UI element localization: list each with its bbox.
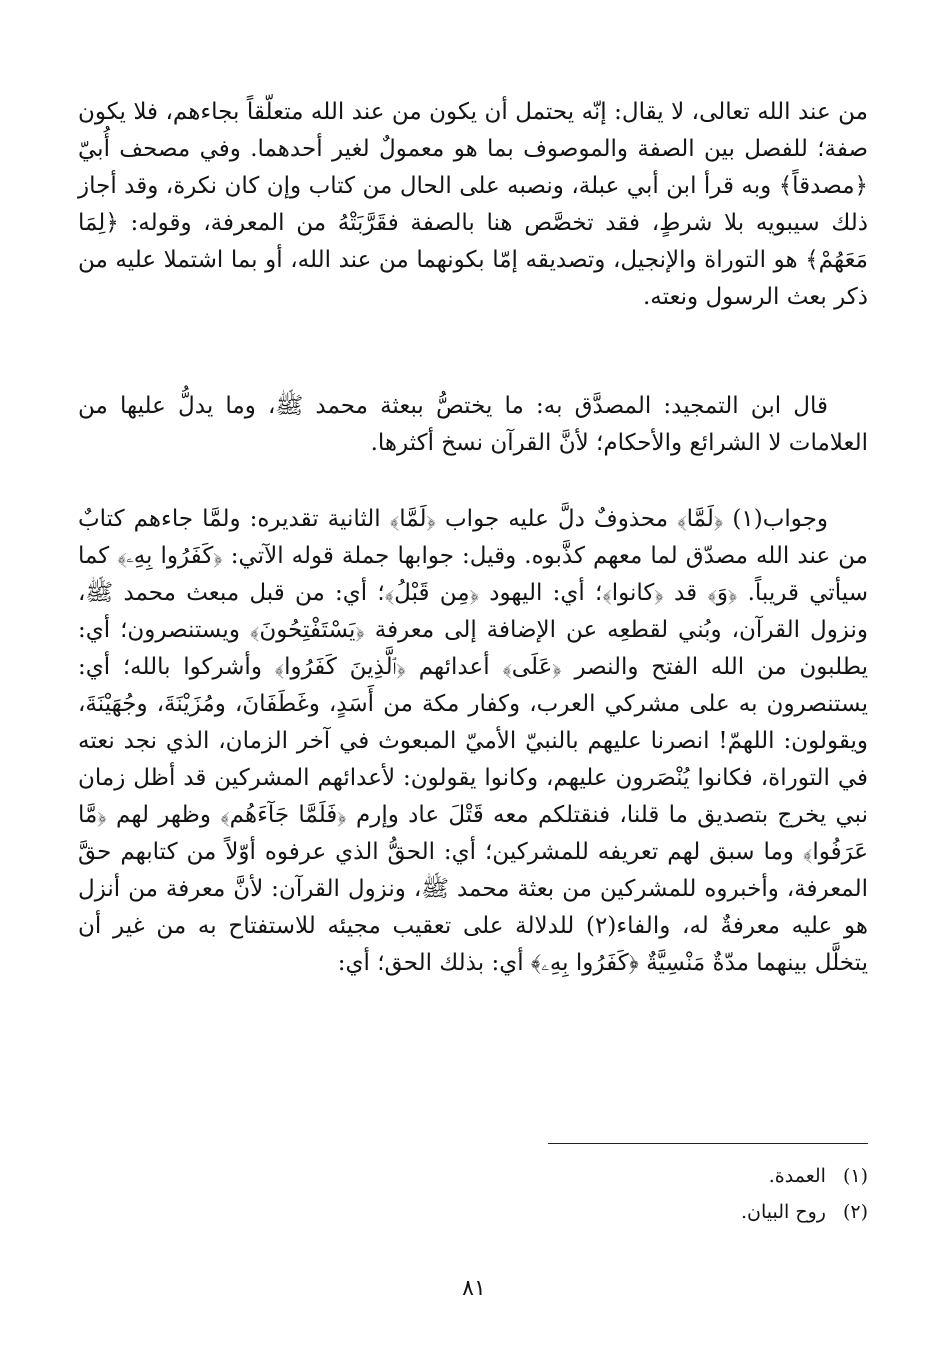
footnotes [78, 1158, 868, 1230]
footnote-number: (٢) [842, 1201, 868, 1223]
page-number: ٨١ [462, 1276, 486, 1301]
body-paragraph [78, 94, 868, 316]
paragraph-text: وجواب(١) ﴿لَمَّا﴾ محذوفٌ دلَّ عليه جواب ﴿لَمَّا﴾ الثانية تقديره: ولمَّا جاءهم كتابٌ من عند الله مصدّق لما معهم كذَّبوه. وقيل: جوابها جملة قوله الآتي: ﴿كَفَرُوا بِهِۦ﴾ كما سيأتي قريباً. ﴿وَ﴾ قد ﴿كانوا﴾؛ أي: اليهود ﴿مِن قَبْلُ﴾؛ أي: من قبل مبعث محمد ﷺ، ونزول القرآن، وبُني لقطعِه عن الإضافة إلى معرفة ﴿يَسْتَفْتِحُونَ﴾ ويستنصرون؛ أي: يطلبون من الله الفتح والنصر ﴿عَلَى﴾ أعدائهم ﴿ٱلَّذِينَ كَفَرُوا﴾ وأشركوا بالله؛ أي: يستنصرون به على مشركي العرب، وكفار مكة من أَسَدٍ، وغَطَفَانَ، ومُزَيْنَةَ، وجُهَيْنَةَ، ويقولون: اللهمّ! انصرنا عليهم بالنبيّ الأميّ المبعوث في آخر الزمان، الذي نجد نعته في التوراة، فكانوا يُنْصَرون عليهم، وكانوا يقولون: لأعدائهم المشركين قد أظل زمان نبي يخرج بتصديق ما قلنا، فنقتلكم معه قَتْلَ عاد وإرم ﴿فَلَمَّا جَآءَهُم﴾ وظهر لهم ﴿مَّا عَرَفُوا﴾ وما سبق لهم تعريفه للمشركين؛ أي: الحقُّ الذي عرفوه أوّلاً من كتابهم حقَّ المعرفة، وأخبروه للمشركين من بعثة محمد ﷺ، ونزول القرآن: لأنَّ معرفة من أنزل هو عليه معرفةٌ له، والفاء(٢) للدلالة على تعقيب مجيئه للاستفتاح به من غير أن يتخلَّل بينهما مدّةٌ مَنْسِيَّةٌ ﴿كَفَرُوا بِهِۦ﴾ أي: بذلك الحق؛ أي: [78, 506, 868, 976]
footnote-divider [548, 1143, 868, 1144]
footnote-item [78, 1194, 868, 1230]
footnote-text: روح البيان. [740, 1201, 826, 1223]
footnote-text: العمدة. [768, 1165, 826, 1187]
paragraph-text: من عند الله تعالى، لا يقال: إنّه يحتمل أن يكون من عند الله متعلّقاً بجاءهم، فلا يكون صفة؛ للفصل بين الصفة والموصوف بما هو معمولٌ لغير أحدهما. وفي مصحف أُبيّ ﴿مصدقاً﴾ وبه قرأ ابن أبي عبلة، ونصبه على الحال من كتاب وإن كان نكرة، وقد أجاز ذلك سيبويه بلا شرطٍ، فقد تخصَّص هنا بالصفة فقَرَّبَتْهُ من المعرفة، وقوله: ﴿لِمَا مَعَهُمْ﴾ هو التوراة والإنجيل، وتصديقه إمّا بكونهما من عند الله، أو بما اشتملا عليه من ذكر بعث الرسول ونعته. [78, 99, 868, 310]
footnote-item [78, 1158, 868, 1194]
body-paragraph [78, 501, 868, 982]
body-paragraph [78, 388, 868, 462]
paragraph-text: قال ابن التمجيد: المصدَّق به: ما يختصُّ ببعثة محمد ﷺ، وما يدلُّ عليها من العلامات لا الشرائع والأحكام؛ لأنَّ القرآن نسخ أكثرها. [78, 393, 868, 456]
footnote-number: (١) [842, 1165, 868, 1187]
